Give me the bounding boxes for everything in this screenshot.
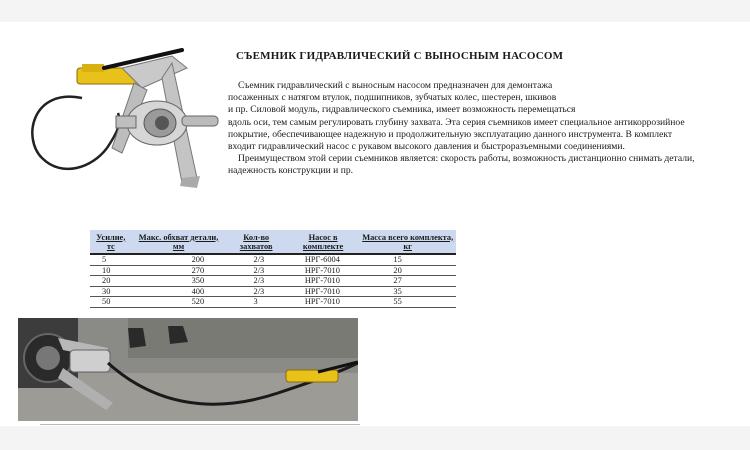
paragraph-line: вдоль оси, тем самым регулировать глубину захвата. Эта серия съемников имеет специальное антикоррозийное bbox=[228, 116, 685, 128]
table-cell: 2/3 bbox=[226, 276, 287, 287]
document-title: СЪЕМНИК ГИДРАВЛИЧЕСКИЙ С ВЫНОСНЫМ НАСОСОМ bbox=[236, 50, 564, 62]
table-cell: 270 bbox=[132, 265, 226, 276]
column-header: Усилие, тс bbox=[90, 230, 132, 254]
table-row bbox=[90, 286, 456, 297]
table-cell: 2/3 bbox=[226, 265, 287, 276]
table-cell: 20 bbox=[359, 265, 456, 276]
table-cell: 55 bbox=[359, 297, 456, 308]
column-header: Кол-во захватов bbox=[226, 230, 287, 254]
paragraph-line: надежность конструкции и пр. bbox=[228, 165, 354, 177]
table-cell: 350 bbox=[132, 276, 226, 287]
paragraph-line: и пр. Силовой модуль, гидравлического съемника, имеет возможность перемещаться bbox=[228, 104, 576, 116]
table-cell: 50 bbox=[90, 297, 132, 308]
hydraulic-puller-image bbox=[22, 28, 227, 198]
table-cell: 15 bbox=[359, 254, 456, 265]
paragraph-line: Преимуществом этой серии съемников является: скорость работы, возможность дистанционно снимать детали, bbox=[238, 153, 695, 165]
column-header: Макс. обхват детали, мм bbox=[132, 230, 226, 254]
table-cell: 35 bbox=[359, 286, 456, 297]
table-cell: НРГ-6004 bbox=[287, 254, 360, 265]
table-cell: 520 bbox=[132, 297, 226, 308]
table-cell: 20 bbox=[90, 276, 132, 287]
table-cell: 200 bbox=[132, 254, 226, 265]
table-row bbox=[90, 254, 456, 265]
table-cell: 30 bbox=[90, 286, 132, 297]
table-cell: 5 bbox=[90, 254, 132, 265]
paragraph-line: покрытие, обеспечивающее надежную и продолжительную эксплуатацию данного инструмента. В комплект bbox=[228, 128, 673, 140]
table-cell: НРГ-7010 bbox=[287, 265, 360, 276]
top-band bbox=[0, 0, 750, 22]
paragraph-line: входит гидравлический насос с рукавом высокого давления и быстроразъемными соединениями. bbox=[228, 141, 625, 153]
table-row bbox=[90, 297, 456, 308]
table-cell: 2/3 bbox=[226, 286, 287, 297]
puller-in-use-photo bbox=[18, 318, 358, 421]
table-cell: 10 bbox=[90, 265, 132, 276]
table-cell: 400 bbox=[132, 286, 226, 297]
table-row bbox=[90, 265, 456, 276]
paragraph-line: посаженных с натягом втулок, подшипников, зубчатых колес, шестерен, шкивов bbox=[228, 92, 557, 104]
table-cell: НРГ-7010 bbox=[287, 276, 360, 287]
paragraph-line: Съемник гидравлический с выносным насосом предназначен для демонтажа bbox=[238, 80, 553, 91]
document-body bbox=[228, 80, 740, 178]
table-cell: НРГ-7010 bbox=[287, 286, 360, 297]
table-header-row bbox=[90, 230, 456, 254]
bottom-band bbox=[0, 426, 750, 450]
table-cell: 2/3 bbox=[226, 254, 287, 265]
table-cell: 3 bbox=[226, 297, 287, 308]
column-header: Масса всего комплекта, кг bbox=[359, 230, 456, 254]
table-cell: НРГ-7010 bbox=[287, 297, 360, 308]
table-row bbox=[90, 276, 456, 287]
table-cell: 27 bbox=[359, 276, 456, 287]
spec-table bbox=[90, 230, 456, 308]
divider-line bbox=[40, 424, 360, 425]
column-header: Насос в комплекте bbox=[287, 230, 360, 254]
